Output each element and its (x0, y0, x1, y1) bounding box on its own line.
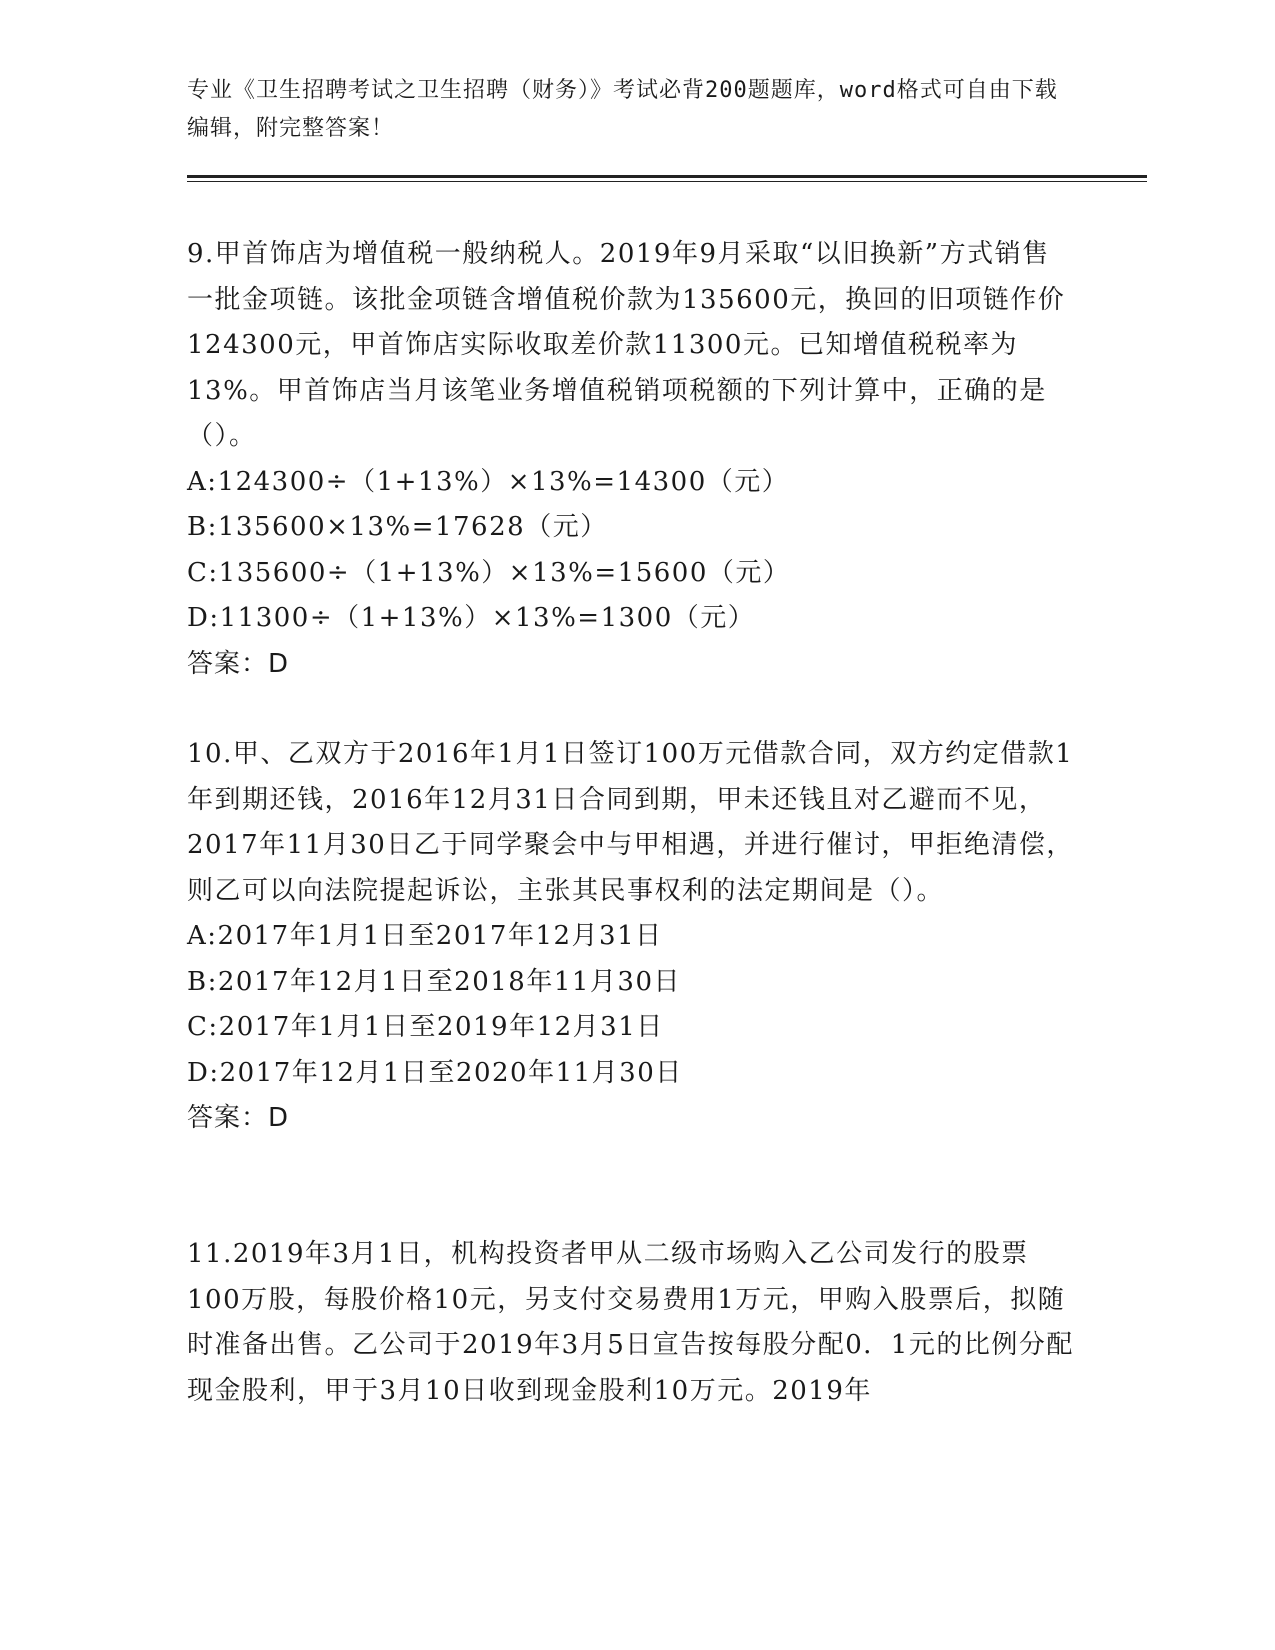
question-11 (187, 1232, 1077, 1414)
question-stem: 11.2019年3月1日，机构投资者甲从二级市场购入乙公司发行的股票100万股，每股价格10元，另支付交易费用1万元，甲购入股票后，拟随时准备出售。乙公司于2019年3月5日宣告按每股分配0．1元的比例分配现金股利，甲于3月10日收到现金股利10万元。2019年 (187, 1239, 1074, 1406)
question-stem: 10.甲、乙双方于2016年1月1日签订100万元借款合同，双方约定借款1年到期还钱，2016年12月31日合同到期，甲未还钱且对乙避而不见，2017年11月30日乙于同学聚会中与甲相遇，并进行催讨，甲拒绝清偿，则乙可以向法院提起诉讼，主张其民事权利的法定期间是（）。 (187, 739, 1074, 906)
option-c: C:135600÷（1+13%）×13%=15600（元） (187, 557, 791, 588)
header-divider-thin (187, 181, 1147, 182)
question-stem: 9.甲首饰店为增值税一般纳税人。2019年9月采取“以旧换新”方式销售一批金项链。该批金项链含增值税价款为135600元，换回的旧项链作价124300元，甲首饰店实际收取差价款11300元。已知增值税税率为13%。甲首饰店当月该笔业务增值税销项税额的下列计算中，正确的是（）。 (187, 239, 1066, 451)
option-d: D:11300÷（1+13%）×13%=1300（元） (187, 603, 756, 633)
document-header: 专业《卫生招聘考试之卫生招聘（财务）》考试必背200题题库，word格式可自由下载编辑，附完整答案！ (187, 78, 1058, 141)
option-c: C:2017年1月1日至2019年12月31日 (187, 1012, 664, 1042)
option-b: B:135600×13%=17628（元） (187, 512, 608, 542)
question-10 (187, 732, 1077, 1142)
header-divider-thick (187, 175, 1147, 178)
option-a: A:124300÷（1+13%）×13%=14300（元） (187, 466, 790, 497)
option-b: B:2017年12月1日至2018年11月30日 (187, 966, 681, 997)
option-d: D:2017年12月1日至2020年11月30日 (187, 1057, 683, 1088)
option-a: A:2017年1月1日至2017年12月31日 (187, 921, 663, 951)
answer-line: 答案：D (187, 1103, 290, 1133)
question-9 (187, 232, 1077, 687)
answer-line: 答案：D (187, 648, 290, 679)
